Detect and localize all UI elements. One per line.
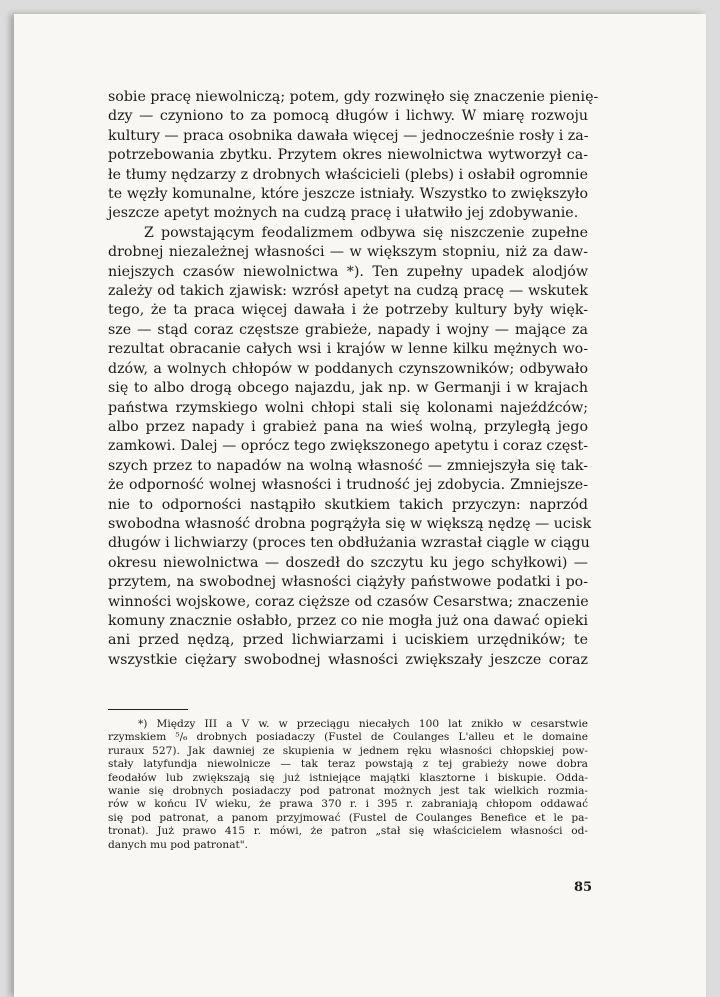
footnote-line: się pod patronat, a panom przyjmować (Fustel de Coulanges Benefice et le pa- (108, 811, 588, 824)
text-line: państwa rzymskiego wolni chłopi stali się kolonami najeźdźców; (108, 399, 588, 416)
text-line: jeszcze apetyt możnych na cudzą pracę i ułatwiło jej zdobywanie. (108, 205, 579, 222)
text-line: drobnej niezależnej własności — w większym stopniu, niż za daw- (108, 244, 588, 261)
text-line: komuny znacznie osłabło, przez co nie mogła już ona dawać opieki (108, 612, 588, 629)
footnote-line: tronat). Już prawo 415 r. mówi, że patron „stał się właścicielem własności od- (108, 825, 588, 838)
text-line: łe tłumy nędzarzy z drobnych właścicieli (plebs) i osłabił ogromnie (108, 166, 588, 183)
footnote-line: ruraux 527). Jak dawniej ze skupienia w jednem ręku własności chłopskiej pow- (108, 744, 588, 757)
text-line: nie to odporności nastąpiło skutkiem takich przyczyn: naprzód (108, 496, 588, 513)
text-line: przytem, na swobodnej własności ciążyły państwowe podatki i po- (108, 574, 588, 591)
footnote-line: rów w końcu IV wieku, że prawa 370 r. i 395 r. zabraniają chłopom oddawać (108, 798, 588, 811)
text-line: szych przez to napadów na wolną własność — zmniejszyła się tak- (108, 457, 588, 474)
text-line: winności wojskowe, coraz cięższe od czasów Cesarstwa; znaczenie (108, 593, 589, 610)
footnote (108, 718, 588, 852)
footnote-divider (108, 709, 188, 710)
text-line: swobodna własność drobna pogrążyła się w większą nędzę — ucisk (108, 515, 592, 532)
paragraph-1 (108, 88, 599, 224)
text-line: że odporność wolnej własności i trudność jej zdobycia. Zmniejsze- (108, 477, 588, 494)
footnote-line: feodałów lub zwiększają się już istniejące majątki klasztorne i biskupie. Oddа- (108, 771, 588, 784)
text-line: wszystkie ciężary swobodnej własności zwiększały jeszcze coraz (108, 651, 588, 668)
text-line: zależy od takich zjawisk: wzrósł apetyt na cudzą pracę — wskutek (108, 283, 588, 300)
text-line: sze — stąd coraz częstsze grabieże, napady i wojny — mające za (108, 321, 588, 338)
text-line: zamkowi. Dalej — oprócz tego zwiększonego apetytu i coraz częst- (108, 438, 588, 455)
text-line: Z powstającym feodalizmem odbywa się niszczenie zupełne (144, 224, 588, 241)
text-line: ani przed nędzą, przed lichwiarzami i uciskiem urzędników; te (108, 632, 588, 649)
text-line: niejszych czasów niewolnictwa *). Ten zupełny upadek alodjów (108, 263, 588, 280)
text-line: się to albo drogą obcego najazdu, jak np. w Germanji i w krajach (108, 380, 588, 397)
footnote-line: rzymskiem ⁵/₆ drobnych posiadaczy (Fustel de Coulanges L'alleu et le domaine (108, 731, 588, 744)
text-line: dzy — czyniono to za pomocą długów i lichwy. W miarę rozwoju (108, 108, 588, 125)
text-line: albo przez napady i grabież pana na wieś wolną, przyległą jego (108, 418, 588, 435)
text-line: te węzły komunalne, które jeszcze istniały. Wszystko to zwiększyło (108, 186, 588, 203)
page-number: 85 (574, 880, 593, 895)
main-text (108, 88, 599, 670)
text-line: długów i lichwiarzy (proces ten obdłużania wzrastał ciągle w ciągu (108, 535, 590, 552)
text-line: kultury — praca osobnika dawała więcej — jednocześnie rosły i za- (108, 127, 589, 144)
text-line: rezultat obracanie całych wsi i krajów w lenne kilku mężnych wo- (108, 341, 588, 358)
footnote-line: wanie się drobnych posiadaczy pod patronat możnych jest tak wielkich rozmia- (108, 785, 588, 798)
text-line: sobie pracę niewolniczą; potem, gdy rozwinęło się znaczenie pienię- (108, 89, 599, 105)
text-line: potrzebowania zbytku. Przytem okres niewolnictwa wytworzył ca- (108, 147, 588, 164)
paragraph-2 (108, 224, 592, 670)
footnote-line: stały latyfundja niewolnicze — tak teraz powstają z tej grabieży nowe dobra (108, 758, 588, 771)
text-line: okresu niewolnictwa — doszedł do szczytu ku jego schyłkowi) — (108, 554, 588, 571)
footnote-line: danych mu pod patronat". (108, 838, 249, 851)
text-line: tego, że ta praca więcej dawała i że potrzeby kultury były więk- (108, 302, 588, 319)
text-line: dzów, a wolnych chłopów w poddanych czynszowników; odbywało (108, 360, 588, 377)
footnote-line: *) Między III a V w. w przeciągu niecałych 100 lat znikło w cesarstwie (138, 718, 588, 730)
